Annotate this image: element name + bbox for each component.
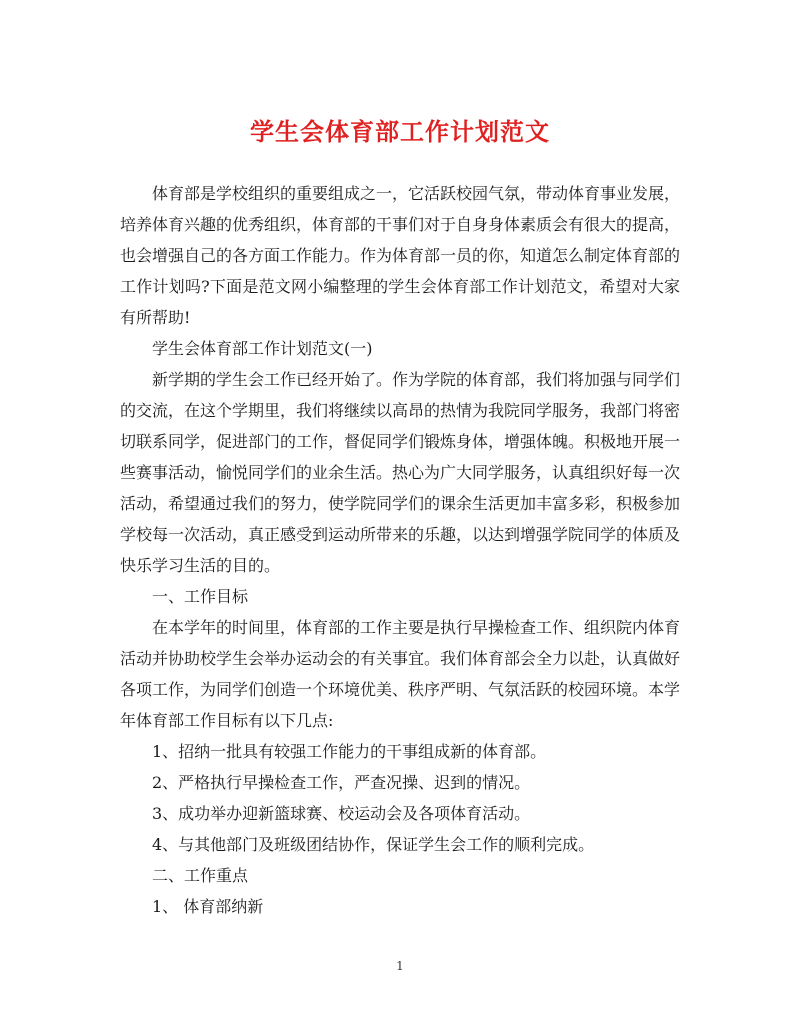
body-paragraph: 新学期的学生会工作已经开始了。作为学院的体育部，我们将加强与同学们的交流，在这个学期里，我们将继续以高昂的热情为我院同学服务，我部门将密切联系同学，促进部门的工作，督促同学们锻炼身体，增强体魄。积极地开展一些赛事活动，愉悦同学们的业余生活。热心为广大同学服务，认真组织好每一次活动，希望通过我们的努力，使学院同学们的课余生活更加丰富多彩，积极参加学校每一次活动，真正感受到运动所带来的乐趣，以达到增强学院同学的体质及快乐学习生活的目的。 bbox=[120, 370, 681, 575]
list-item: 1、招纳一批具有较强工作能力的干事组成新的体育部。 bbox=[152, 742, 547, 761]
intro-paragraph: 体育部是学校组织的重要组成之一，它活跃校园气氛，带动体育事业发展，培养体育兴趣的优秀组织，体育部的干事们对于自身身体素质会有很大的提高，也会增强自己的各方面工作能力。作为体育部一员的你，知道怎么制定体育部的工作计划吗?下面是范文网小编整理的学生会体育部工作计划范文，希望对大家有所帮助! bbox=[120, 184, 681, 327]
section-heading-work-focus: 二、工作重点 bbox=[152, 866, 249, 885]
document-body bbox=[120, 178, 680, 922]
section-heading-sample-one: 学生会体育部工作计划范文(一) bbox=[152, 339, 373, 358]
list-item: 1、 体育部纳新 bbox=[152, 897, 264, 916]
list-item: 3、成功举办迎新篮球赛、校运动会及各项体育活动。 bbox=[152, 804, 531, 823]
page-title: 学生会体育部工作计划范文 bbox=[250, 118, 550, 146]
list-item: 4、与其他部门及班级团结协作，保证学生会工作的顺利完成。 bbox=[152, 835, 595, 854]
section-heading-work-goals: 一、工作目标 bbox=[152, 587, 249, 606]
body-paragraph: 在本学年的时间里，体育部的工作主要是执行早操检查工作、组织院内体育活动并协助校学生会举办运动会的有关事宜。我们体育部会全力以赴，认真做好各项工作，为同学们创造一个环境优美、秩序严明、气氛活跃的校园环境。本学年体育部工作目标有以下几点: bbox=[120, 618, 681, 730]
list-item: 2、严格执行早操检查工作，严查况操、迟到的情况。 bbox=[152, 773, 531, 792]
page-number: 1 bbox=[396, 959, 404, 973]
